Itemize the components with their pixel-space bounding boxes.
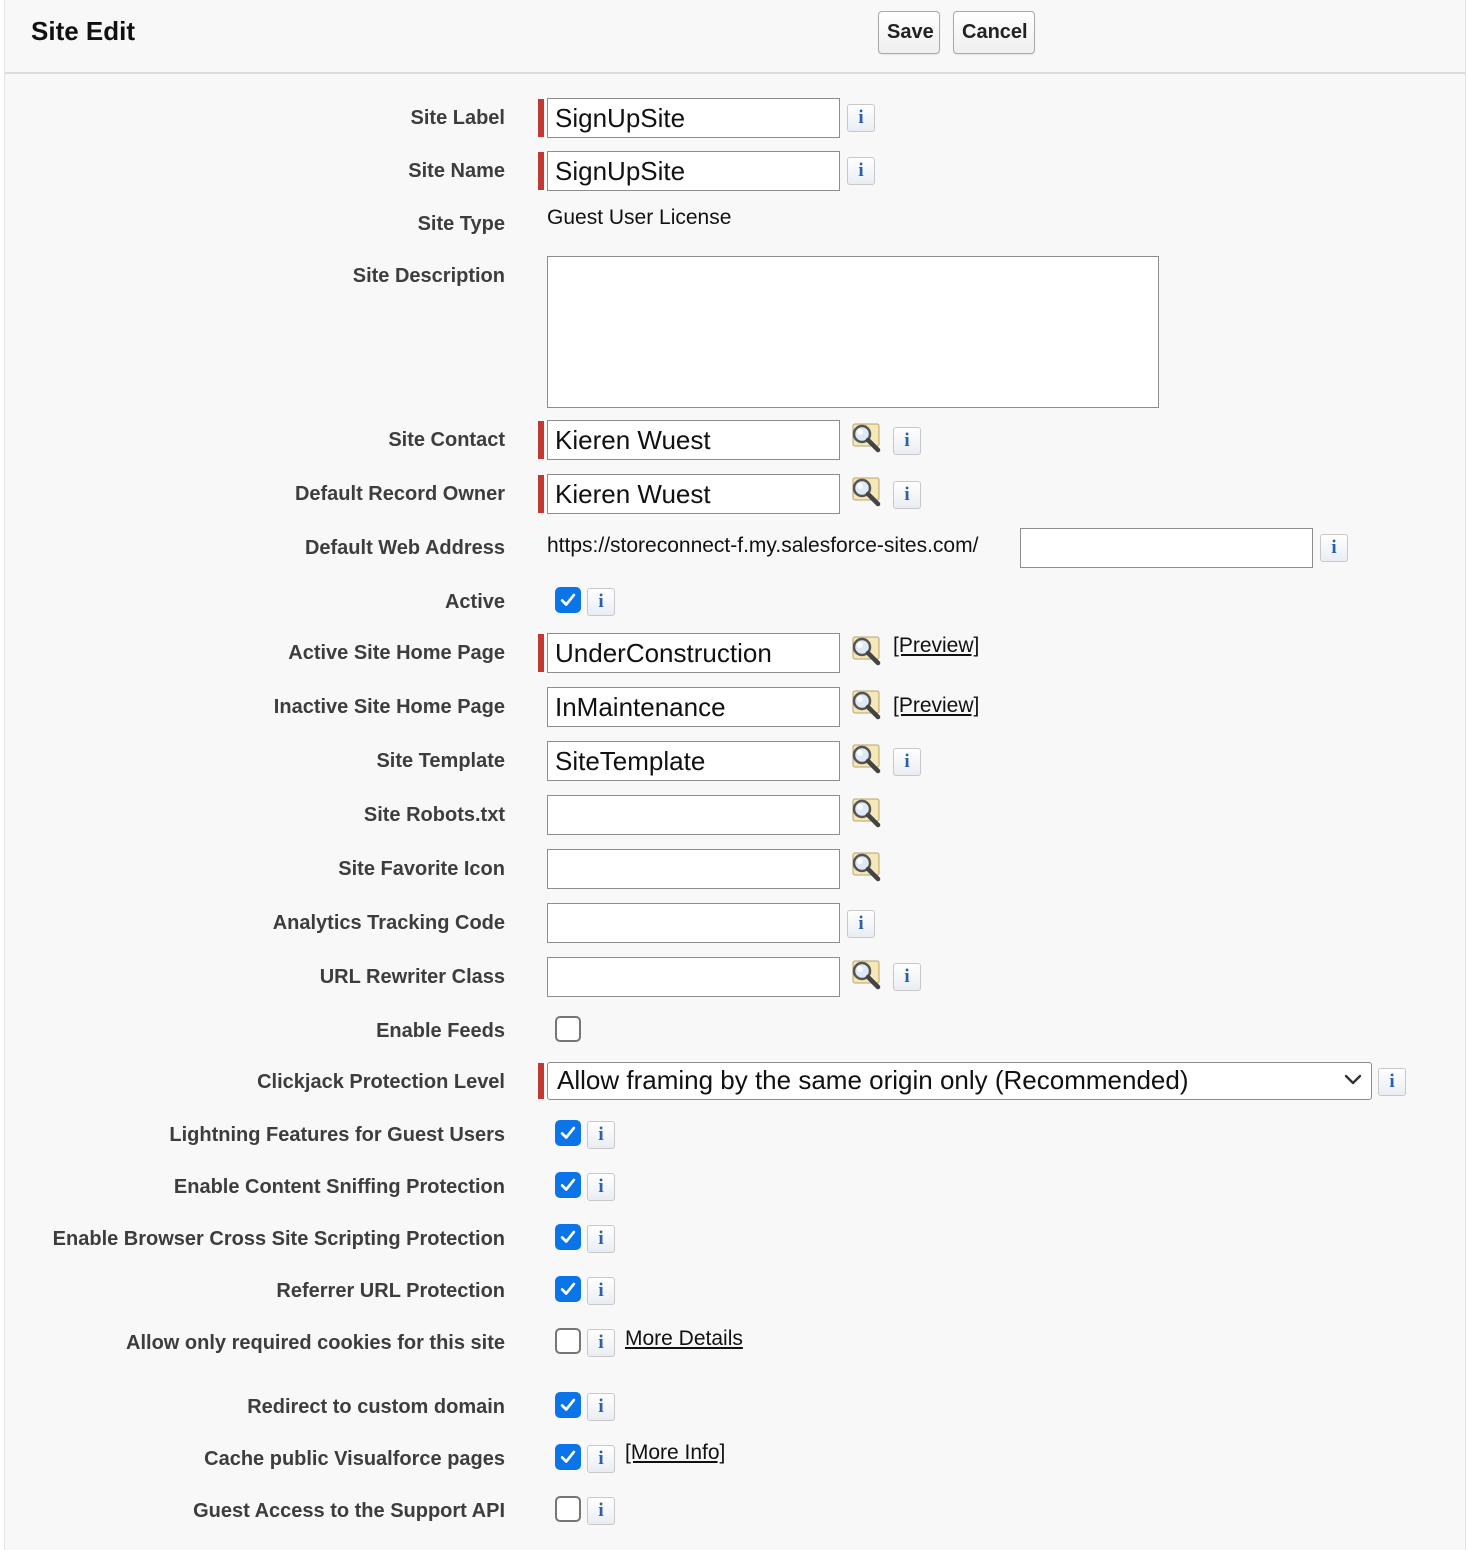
clickjack-selected-value: Allow framing by the same origin only (Recommended) — [557, 1065, 1189, 1095]
row-default-record-owner — [5, 474, 1465, 514]
row-inactive-home — [5, 687, 1465, 727]
check-icon — [559, 1448, 577, 1466]
check-icon — [559, 1124, 577, 1142]
lightning-guest-checkbox[interactable] — [555, 1120, 581, 1146]
inactive-home-label: Inactive Site Home Page — [273, 696, 505, 718]
check-icon — [559, 1228, 577, 1246]
xss-label: Enable Browser Cross Site Scripting Protection — [52, 1228, 505, 1250]
url-rewriter-label: URL Rewriter Class — [319, 966, 505, 988]
site-type-label: Site Type — [417, 213, 505, 235]
row-site-contact — [5, 420, 1465, 460]
robots-input[interactable] — [547, 795, 840, 835]
more-info-link[interactable]: [More Info] — [625, 1441, 726, 1464]
site-template-input[interactable] — [547, 741, 840, 781]
site-template-label: Site Template — [376, 750, 505, 772]
row-cache-vf — [5, 1439, 1465, 1479]
default-web-address-label: Default Web Address — [304, 537, 505, 559]
analytics-input[interactable] — [547, 903, 840, 943]
preview-link[interactable]: [Preview] — [893, 634, 980, 657]
xss-checkbox[interactable] — [555, 1224, 581, 1250]
info-icon[interactable]: i — [847, 157, 875, 185]
active-checkbox[interactable] — [555, 587, 581, 613]
enable-feeds-label: Enable Feeds — [376, 1020, 505, 1042]
required-marker — [538, 152, 544, 190]
lookup-icon[interactable] — [849, 635, 883, 667]
guest-support-label: Guest Access to the Support API — [193, 1500, 505, 1522]
web-address-suffix-input[interactable] — [1020, 528, 1313, 568]
default-record-owner-input[interactable] — [547, 474, 840, 514]
required-marker — [538, 475, 544, 513]
referrer-checkbox[interactable] — [555, 1276, 581, 1302]
url-rewriter-input[interactable] — [547, 957, 840, 997]
info-icon[interactable]: i — [1378, 1068, 1406, 1096]
info-icon[interactable]: i — [1320, 534, 1348, 562]
row-site-name — [5, 151, 1465, 191]
info-icon[interactable]: i — [587, 1445, 615, 1473]
site-label-input[interactable] — [547, 98, 840, 138]
active-label: Active — [444, 591, 505, 613]
row-redirect — [5, 1387, 1465, 1427]
site-description-label: Site Description — [352, 265, 505, 287]
row-cookies — [5, 1323, 1465, 1363]
row-url-rewriter — [5, 957, 1465, 997]
check-icon — [559, 1396, 577, 1414]
web-address-prefix: https://storeconnect-f.my.salesforce-sites.com/ — [547, 534, 979, 557]
lookup-icon[interactable] — [849, 476, 883, 508]
info-icon[interactable]: i — [893, 481, 921, 509]
info-icon[interactable]: i — [587, 1329, 615, 1357]
check-icon — [559, 591, 577, 609]
robots-label: Site Robots.txt — [363, 804, 505, 826]
info-icon[interactable]: i — [893, 427, 921, 455]
lookup-icon[interactable] — [849, 743, 883, 775]
site-description-textarea[interactable] — [547, 256, 1159, 408]
site-label-label: Site Label — [410, 107, 505, 129]
row-clickjack — [5, 1062, 1465, 1102]
cookies-label: Allow only required cookies for this site — [126, 1332, 505, 1354]
info-icon[interactable]: i — [587, 1121, 615, 1149]
favicon-input[interactable] — [547, 849, 840, 889]
more-details-link[interactable]: More Details — [625, 1327, 743, 1350]
row-content-sniffing — [5, 1167, 1465, 1207]
row-xss — [5, 1219, 1465, 1259]
info-icon[interactable]: i — [587, 588, 615, 616]
cache-vf-label: Cache public Visualforce pages — [204, 1448, 505, 1470]
row-analytics — [5, 903, 1465, 943]
lightning-guest-label: Lightning Features for Guest Users — [169, 1124, 505, 1146]
required-marker — [538, 1063, 544, 1099]
referrer-label: Referrer URL Protection — [276, 1280, 505, 1302]
row-lightning-guest — [5, 1115, 1465, 1155]
cancel-button[interactable]: Cancel — [953, 11, 1035, 54]
info-icon[interactable]: i — [587, 1225, 615, 1253]
cookies-checkbox[interactable] — [555, 1328, 581, 1354]
guest-support-checkbox[interactable] — [555, 1496, 581, 1522]
row-active — [5, 582, 1465, 622]
default-record-owner-label: Default Record Owner — [294, 483, 505, 505]
row-guest-support — [5, 1491, 1465, 1531]
info-icon[interactable]: i — [847, 910, 875, 938]
site-edit-panel — [4, 0, 1466, 1550]
redirect-checkbox[interactable] — [555, 1392, 581, 1418]
active-home-label: Active Site Home Page — [288, 642, 505, 664]
favicon-label: Site Favorite Icon — [338, 858, 505, 880]
preview-link[interactable]: [Preview] — [893, 694, 980, 717]
content-sniffing-label: Enable Content Sniffing Protection — [173, 1176, 505, 1198]
required-marker — [538, 634, 544, 672]
info-icon[interactable]: i — [847, 104, 875, 132]
enable-feeds-checkbox[interactable] — [555, 1016, 581, 1042]
site-contact-label: Site Contact — [388, 429, 505, 451]
row-referrer — [5, 1271, 1465, 1311]
row-site-description — [5, 256, 1465, 408]
lookup-icon[interactable] — [849, 797, 883, 829]
clickjack-select[interactable] — [547, 1062, 1372, 1100]
chevron-down-icon — [1343, 1073, 1363, 1087]
info-icon[interactable]: i — [587, 1277, 615, 1305]
lookup-icon[interactable] — [849, 959, 883, 991]
info-icon[interactable]: i — [587, 1173, 615, 1201]
row-robots — [5, 795, 1465, 835]
info-icon[interactable]: i — [893, 748, 921, 776]
page-header — [5, 0, 1465, 74]
clickjack-label: Clickjack Protection Level — [257, 1071, 505, 1093]
required-marker — [538, 99, 544, 137]
info-icon[interactable]: i — [587, 1497, 615, 1525]
row-site-type — [5, 204, 1465, 244]
redirect-label: Redirect to custom domain — [247, 1396, 505, 1418]
page-title: Site Edit — [31, 16, 136, 46]
row-favicon — [5, 849, 1465, 889]
check-icon — [559, 1176, 577, 1194]
site-name-label: Site Name — [408, 160, 505, 182]
lookup-icon[interactable] — [849, 851, 883, 883]
site-contact-input[interactable] — [547, 420, 840, 460]
content-sniffing-checkbox[interactable] — [555, 1172, 581, 1198]
required-marker — [538, 421, 544, 459]
analytics-label: Analytics Tracking Code — [272, 912, 505, 934]
site-name-input[interactable] — [547, 151, 840, 191]
lookup-icon[interactable] — [849, 422, 883, 454]
row-active-home — [5, 633, 1465, 673]
save-button[interactable]: Save — [878, 11, 940, 54]
check-icon — [559, 1280, 577, 1298]
inactive-home-input[interactable] — [547, 687, 840, 727]
row-default-web-address — [5, 528, 1465, 568]
site-type-value: Guest User License — [547, 206, 732, 229]
row-site-label — [5, 98, 1465, 138]
row-site-template — [5, 741, 1465, 781]
active-home-input[interactable] — [547, 633, 840, 673]
cache-vf-checkbox[interactable] — [555, 1444, 581, 1470]
lookup-icon[interactable] — [849, 689, 883, 721]
row-enable-feeds — [5, 1011, 1465, 1051]
info-icon[interactable]: i — [587, 1393, 615, 1421]
info-icon[interactable]: i — [893, 963, 921, 991]
